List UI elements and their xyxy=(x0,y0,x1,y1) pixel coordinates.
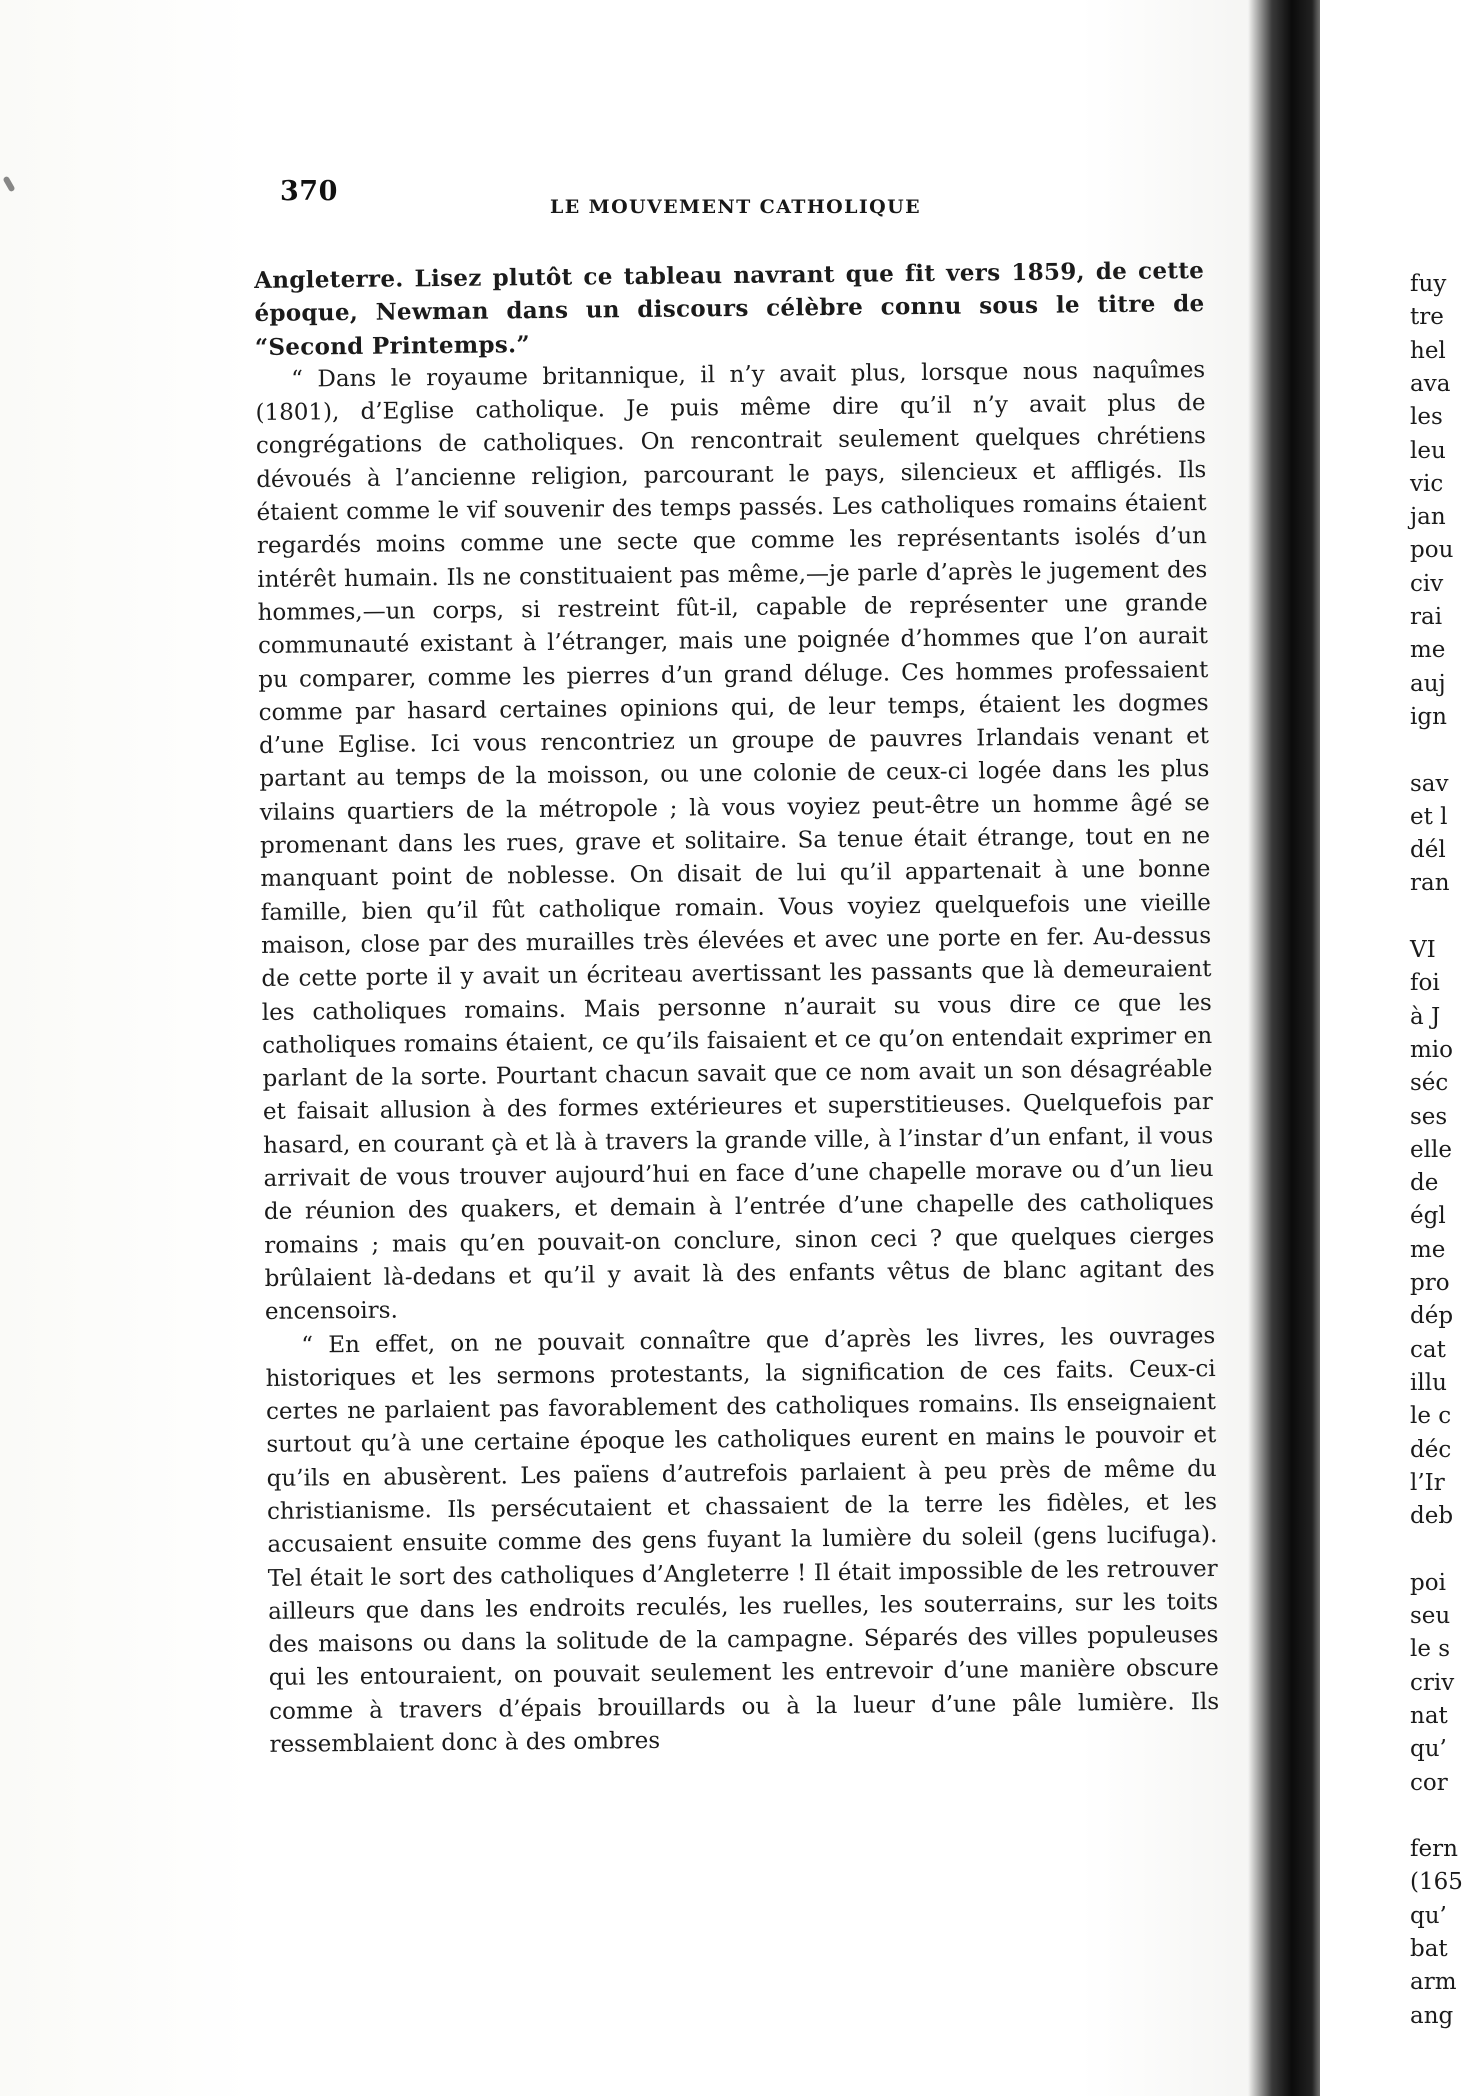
right-page-fragment: bat xyxy=(1410,1936,1448,1962)
right-page-fragment: pou xyxy=(1410,537,1454,564)
right-page-fragment: mio xyxy=(1410,1036,1454,1063)
right-page-fragment: ang xyxy=(1410,2002,1454,2029)
right-page-fragment: à J xyxy=(1410,1003,1441,1030)
right-page-fragment: dél xyxy=(1410,837,1446,864)
right-page-fragment: me xyxy=(1410,1236,1446,1263)
right-page-fragment: fuy xyxy=(1410,271,1447,297)
right-page-fragment: le c xyxy=(1410,1403,1452,1430)
right-page-fragment: déc xyxy=(1410,1436,1452,1463)
running-title: LE MOUVEMENT CATHOLIQUE xyxy=(550,196,921,218)
right-page-fragment: deb xyxy=(1410,1503,1454,1530)
right-page-fragment: seu xyxy=(1410,1603,1451,1629)
right-page-fragment: sav xyxy=(1410,770,1449,797)
running-head xyxy=(280,172,1230,232)
right-page-fragment: séc xyxy=(1410,1070,1449,1097)
right-page-fragment: ran xyxy=(1410,870,1450,897)
right-page-fragment: auj xyxy=(1410,670,1446,697)
binding-gutter xyxy=(1248,0,1328,2096)
paragraph-quote-1: “ Dans le royaume britannique, il n’y avait plus, lorsque nous naquîmes (1801), d’Eglise catholique. Je puis même dire qu’il n’y avait plus de congrégations de catholiques. On rencontrait seulement quelques chrétiens dévoués à l’ancienne religion, parcourant le pays, silencieux et affligés. Ils étaient comme le vif souvenir des temps passés. Les catholiques romains étaient regardés moins comme une secte que comme les représentants isolés d’un intérêt humain. Ils ne constituaient pas même,—je parle d’après le jugement des hommes,—un corps, si restreint fût-il, capable de représenter une grande communauté existant à l’étranger, mais une poignée d’hommes que l’on aurait pu comparer, comme les pierres d’un grand déluge. Ces hommes professaient comme par hasard certaines opinions qui, de leur temps, étaient les dogmes d’une Eglise. Ici vous rencontriez un groupe de pauvres Irlandais venant et partant au temps de la moisson, ou une colonie de ceux-ci logée dans les plus vilains quartiers de la métropole ; là vous voyiez peut-être un homme âgé se promenant dans les rues, grave et solitaire. Sa tenue était étrange, tout en ne manquant point de noblesse. On disait de lui qu’il appartenait à une bonne famille, bien qu’il fût catholique romain. Vous voyiez quelquefois une vieille maison, close par des murailles très élevées et avec une porte en fer. Au-dessus de cette porte il y avait un écriteau avertissant les passants que là demeuraient les catholiques romains. Mais personne n’aurait su vous dire ce que les catholiques romains étaient, ce qu’ils faisaient et ce qu’on entendait exprimer en parlant de la sorte. Pourtant chacun savait que ce nom avait un son désagréable et faisait allusion à des formes extérieures et superstitieuses. Quelquefois par hasard, en courant çà et là à travers la grande ville, à l’instar d’un enfant, il vous arrivait de vous trouver aujourd’hui en face d’une chapelle morave ou d’un lieu de réunion des quakers, et demain à l’entrée d’une chapelle des catholiques romains ; mais qu’en pouvait-on conclure, sinon ceci ? que quelques cierges brûlaient là-dedans et qu’il y avait là des enfants vêtus de blanc agitant des encensoirs. xyxy=(255,356,1215,1326)
right-page-fragment: égl xyxy=(1410,1203,1446,1230)
right-page-fragment: ign xyxy=(1410,703,1447,730)
right-page-fragment: (165 xyxy=(1410,1869,1463,1896)
right-page-fragment: VI xyxy=(1410,937,1436,963)
right-page-fragment: jan xyxy=(1410,504,1446,531)
right-page-fragment: dép xyxy=(1410,1303,1454,1330)
right-page-fragment: hel xyxy=(1410,337,1446,364)
right-page-fragment: de xyxy=(1410,1170,1439,1197)
right-page-fragment: pro xyxy=(1410,1270,1450,1296)
right-page-fragment: tre xyxy=(1410,304,1444,331)
right-page-fragment: criv xyxy=(1410,1669,1455,1696)
right-page-fragment: ses xyxy=(1410,1103,1448,1130)
right-page-fragment: poi xyxy=(1410,1569,1446,1596)
right-page-fragment: les xyxy=(1410,404,1443,431)
page-number: 370 xyxy=(280,176,338,207)
right-page-fragment: qu’ xyxy=(1410,1902,1447,1929)
right-page-fragment: nat xyxy=(1410,1702,1448,1729)
right-page-fragment: vic xyxy=(1410,470,1444,497)
right-page-fragment: elle xyxy=(1410,1136,1452,1163)
paragraph-quote-2: “ En effet, on ne pouvait connaître que d’après les livres, les ouvrages historiques et les sermons protestants, la signification de ces faits. Ceux-ci certes ne parlaient pas favorablement des catholiques romains. Ils enseignaient surtout qu’à une certaine époque les catholiques eurent en mains le pouvoir et qu’ils en abusèrent. Les païens d’autrefois parlaient à peu près de même du christianisme. Ils persécutaient et chassaient de la terre les fidèles, et les accusaient ensuite comme des gens fuyant la lumière du soleil (gens lucifuga). Tel était le sort des catholiques d’Angleterre ! Il était impossible de les retrouver ailleurs que dans les endroits reculés, les ruelles, les souterrains, sur les toits des maisons ou dans la solitude de la campagne. Séparés des villes populeuses qui les entouraient, on pouvait seulement les entrevoir d’une manière obscure comme à travers d’épais brouillards ou à la lueur d’une pâle lumière. Ils ressemblaient donc à des ombres xyxy=(265,1322,1220,1758)
right-page-fragment: rai xyxy=(1410,604,1443,630)
right-page-fragment: foi xyxy=(1410,970,1440,997)
right-page-fragment: ava xyxy=(1410,370,1451,397)
right-page-fragment: illu xyxy=(1410,1369,1447,1396)
right-page-fragment: le s xyxy=(1410,1636,1451,1663)
right-page-fragment: qu’ xyxy=(1410,1736,1447,1763)
right-page-fragment: l’Ir xyxy=(1410,1469,1445,1496)
right-page-fragment: cor xyxy=(1410,1769,1448,1796)
right-page-fragment: civ xyxy=(1410,570,1444,597)
right-page-fragment: cat xyxy=(1410,1336,1446,1363)
right-page-fragment: arm xyxy=(1410,1969,1457,1996)
right-page-fragment: leu xyxy=(1410,437,1446,464)
right-page-fragment: fern xyxy=(1410,1836,1458,1863)
paragraph-intro: Angleterre. Lisez plutôt ce tableau navrant que fit vers 1859, de cette époque, Newman dans un discours célèbre connu sous le titre de “Second Printemps.” xyxy=(254,257,1205,361)
body-text xyxy=(254,254,1220,1762)
right-page-fragment: et l xyxy=(1410,803,1448,830)
right-page-fragment: me xyxy=(1410,637,1446,664)
